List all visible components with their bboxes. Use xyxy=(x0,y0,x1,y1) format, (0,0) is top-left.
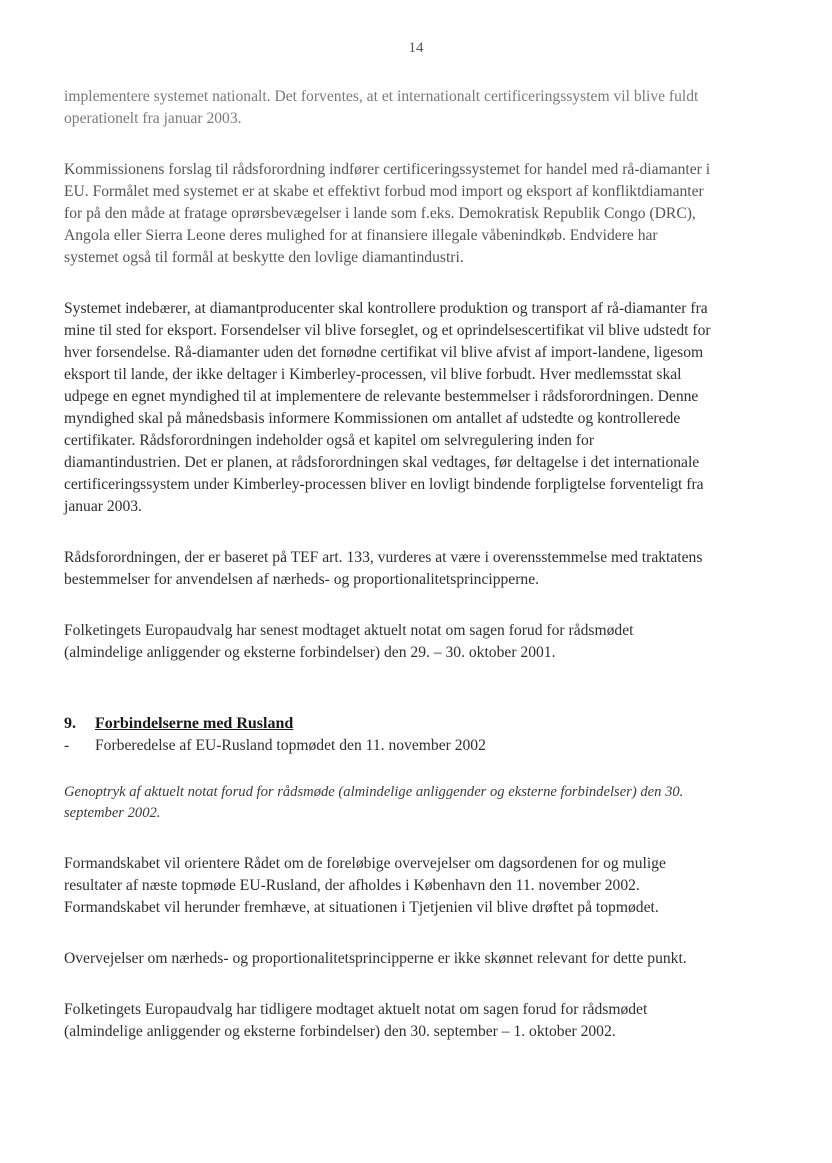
subitem-text: Forberedelse af EU-Rusland topmødet den 11. november 2002 xyxy=(95,737,486,754)
section-heading xyxy=(64,714,714,734)
reprint-note: Genoptryk af aktuelt notat forud for rådsmøde (almindelige anliggender og eksterne forbindelser) den 30. september 2002. xyxy=(64,784,684,821)
section-number: 9. xyxy=(64,715,76,732)
paragraph-committee-note-2: Folketingets Europaudvalg har tidligere modtaget aktuelt notat om sagen forud for rådsmødet (almindelige anliggender og eksterne forbindelser) den 30. september – 1. oktober 2002. xyxy=(64,1001,648,1040)
paragraph-subsidiarity: Overvejelser om nærheds- og proportionalitetsprincipperne er ikke skønnet relevant for dette punkt. xyxy=(64,950,687,967)
paragraph-presidency: Formandskabet vil orientere Rådet om de foreløbige overvejelser om dagsordenen for og mulige resultater af næste topmøde EU-Rusland, der afholdes i København den 11. november 2002. Formandskabet vil herunder fremhæve, at situationen i Tjetjenien vil blive drøftet på topmødet. xyxy=(64,855,666,916)
paragraph-commission-proposal: Kommissionens forslag til rådsforordning indfører certificeringssystemet for handel med rå-diamanter i EU. Formålet med systemet er at skabe et effektivt forbud mod import og eksport af konfliktdiamanter for på den måde at fratage oprørsbevægelser i lande som f.eks. Demokratisk Republik Congo (DRC), Angola eller Sierra Leone deres mulighed for at finansiere illegale våbenindkøb. Endvidere har systemet også til formål at beskytte den lovlige diamantindustri. xyxy=(64,161,711,266)
page-body xyxy=(64,86,714,1072)
paragraph-legal-basis: Rådsforordningen, der er baseret på TEF art. 133, vurderes at være i overensstemmelse med traktatens bestemmelser for anvendelsen af nærheds- og proportionalitetsprincipperne. xyxy=(64,549,703,588)
paragraph-system-details: Systemet indebærer, at diamantproducenter skal kontrollere produktion og transport af rå-diamanter fra mine til sted for eksport. Forsendelser vil blive forseglet, og et oprindelsescertifikat vil blive udstedt for hver forsendelse. Rå-diamanter uden det fornødne certifikat vil blive afvist af import-landene, ligesom eksport til lande, der ikke deltager i Kimberley-processen, vil blive forbudt. Hver medlemsstat skal udpege en egnet myndighed til at implementere de relevante bestemmelser i rådsforordningen. Denne myndighed skal på månedsbasis informere Kommissionen om antallet af udstedte og kontrollerede certifikater. Rådsforordningen indeholder også et kapitel om selvregulering inden for diamantindustrien. Det er planen, at rådsforordningen skal vedtages, før deltagelse i det internationale certificeringssystem under Kimberley-processen bliver en lovligt bindende forpligtelse forventeligt fra januar 2003. xyxy=(64,300,711,515)
section-subitem xyxy=(64,736,714,756)
paragraph-continuation: implementere systemet nationalt. Det forventes, at et internationalt certificeringssystem vil blive fuldt operationelt fra januar 2003. xyxy=(64,88,699,127)
subitem-dash: - xyxy=(64,737,70,754)
section-title: Forbindelserne med Rusland xyxy=(95,715,294,732)
page-number: 14 xyxy=(408,40,424,56)
paragraph-committee-note: Folketingets Europaudvalg har senest modtaget aktuelt notat om sagen forud for rådsmødet (almindelige anliggender og eksterne forbindelser) den 29. – 30. oktober 2001. xyxy=(64,622,634,661)
